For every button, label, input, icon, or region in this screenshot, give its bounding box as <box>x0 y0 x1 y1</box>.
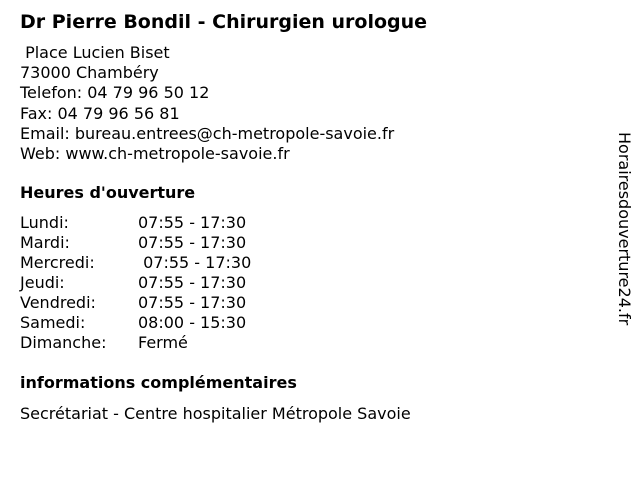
hours-heading: Heures d'ouverture <box>20 183 196 202</box>
hours-row-thursday <box>20 273 251 293</box>
day-label: Dimanche: <box>20 333 107 352</box>
email-line: Email: bureau.entrees@ch-metropole-savoie.fr <box>20 123 395 143</box>
time-value: 07:55 - 17:30 <box>138 293 247 312</box>
hours-row-monday <box>20 213 251 233</box>
hours-table <box>20 213 251 353</box>
address-city: 73000 Chambéry <box>20 63 159 83</box>
time-value: 07:55 - 17:30 <box>138 233 247 252</box>
page-title: Dr Pierre Bondil - Chirurgien urologue <box>20 11 428 33</box>
hours-row-wednesday <box>20 253 251 273</box>
info-text: Secrétariat - Centre hospitalier Métropole Savoie <box>20 404 411 423</box>
address-street: Place Lucien Biset <box>20 43 170 62</box>
phone-line: Telefon: 04 79 96 50 12 <box>20 83 210 103</box>
time-value: 07:55 - 17:30 <box>138 273 247 292</box>
hours-row-saturday <box>20 313 251 333</box>
day-label: Jeudi: <box>20 273 65 292</box>
day-label: Mardi: <box>20 233 70 252</box>
time-value: 07:55 - 17:30 <box>138 253 252 272</box>
time-value: Fermé <box>138 333 188 352</box>
fax-line: Fax: 04 79 96 56 81 <box>20 103 180 123</box>
day-label: Lundi: <box>20 213 69 232</box>
time-value: 08:00 - 15:30 <box>138 313 247 332</box>
web-line: Web: www.ch-metropole-savoie.fr <box>20 144 290 164</box>
info-heading: informations complémentaires <box>20 373 297 392</box>
hours-row-tuesday <box>20 233 251 253</box>
address-block <box>20 43 394 164</box>
hours-row-sunday <box>20 333 251 353</box>
site-watermark: Horairesdouverture24.fr <box>615 132 634 326</box>
hours-row-friday <box>20 293 251 313</box>
time-value: 07:55 - 17:30 <box>138 213 247 232</box>
day-label: Mercredi: <box>20 253 95 272</box>
day-label: Samedi: <box>20 313 86 332</box>
day-label: Vendredi: <box>20 293 96 312</box>
